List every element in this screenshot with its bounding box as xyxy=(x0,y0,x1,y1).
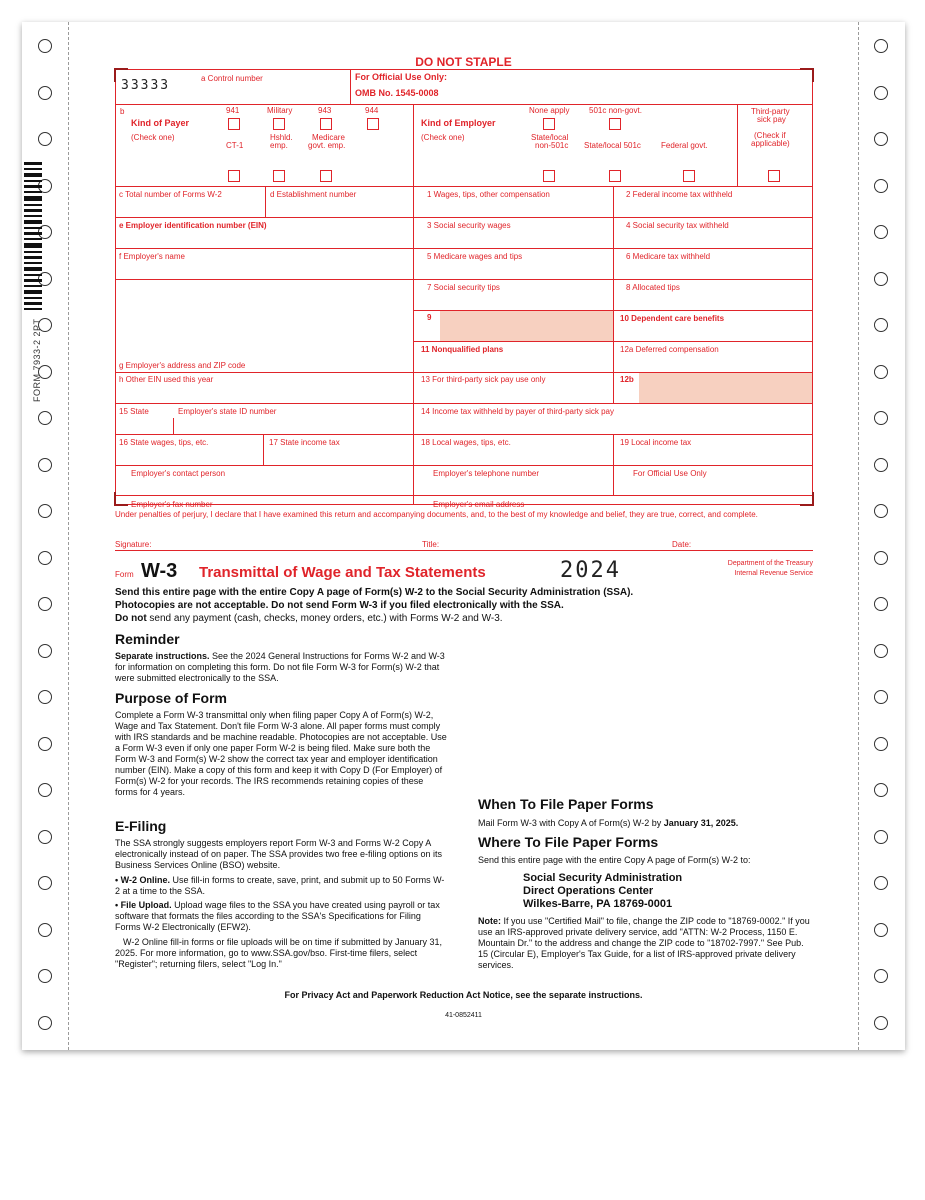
box-a-label: a Control number xyxy=(201,74,263,83)
right-tractor-hole xyxy=(874,132,888,146)
left-tractor-hole xyxy=(38,690,52,704)
reminder-text: Separate instructions. See the 2024 General Instructions for Forms W-2 and W-3 for information on completing this form. Do not file Form W-3 for Form(s) W-2 that were submitted electronically to the SSA. xyxy=(115,651,445,683)
employer-check-one: (Check one) xyxy=(421,133,465,142)
box-b-label: b xyxy=(120,107,125,116)
official-use-label: For Official Use Only: xyxy=(355,72,448,82)
date-label: Date: xyxy=(672,540,692,549)
right-tractor-hole xyxy=(874,39,888,53)
efiling-heading: E-Filing xyxy=(115,818,167,834)
emp-state501-checkbox[interactable] xyxy=(609,170,621,182)
box-17-label: 17 State income tax xyxy=(269,438,340,447)
perjury-statement: Under penalties of perjury, I declare that I have examined this return and accompanying documents, and, to the best of my knowledge and belief, they are true, correct, and complete. xyxy=(115,510,758,519)
left-tractor-hole xyxy=(38,830,52,844)
right-tractor-hole xyxy=(874,551,888,565)
box-h-label: h Other EIN used this year xyxy=(119,375,214,384)
left-tractor-hole xyxy=(38,876,52,890)
signature-line[interactable] xyxy=(115,550,813,551)
payer-ct1-label: CT-1 xyxy=(226,141,244,150)
box-c-label: c Total number of Forms W-2 xyxy=(119,190,222,199)
left-tractor-hole xyxy=(38,411,52,425)
payer-944-label: 944 xyxy=(365,106,379,115)
reminder-heading: Reminder xyxy=(115,631,180,647)
emp-federal-label: Federal govt. xyxy=(661,141,708,150)
box-10-label: 10 Dependent care benefits xyxy=(620,314,725,323)
left-tractor-hole xyxy=(38,597,52,611)
right-tractor-hole xyxy=(874,86,888,100)
barcode-icon xyxy=(24,162,42,312)
payer-hshld-label-2: emp. xyxy=(270,141,288,150)
payer-medicare-label: Medicare xyxy=(312,133,345,142)
box-f-label: f Employer's name xyxy=(119,252,185,261)
right-perforation xyxy=(858,22,859,1050)
right-tractor-hole xyxy=(874,737,888,751)
emp-state-label-2: non-501c xyxy=(535,141,569,150)
right-tractor-hole xyxy=(874,272,888,286)
payer-hshld-label: Hshld. xyxy=(270,133,293,142)
ontime-text: W-2 Online fill-in forms or file uploads will be on time if submitted by January 31, 2025. For more information, go to www.SSA.gov/bso. First-time filers, select "Register"; returning filers, select "Log In." xyxy=(115,937,442,969)
w3-form-sheet xyxy=(22,22,905,1050)
left-perforation xyxy=(68,22,69,1050)
form-title: Transmittal of Wage and Tax Statements xyxy=(199,564,486,581)
box-9-label: 9 xyxy=(427,313,432,322)
address-line-3: Wilkes-Barre, PA 18769-0001 xyxy=(523,898,673,910)
efiling-text: The SSA strongly suggests employers report Form W-3 and Forms W-2 Copy A electronically instead of on paper. The SSA provides two free e-filing options on its Business Services Online (BSO) website. xyxy=(115,838,443,870)
payer-941-label: 941 xyxy=(226,106,240,115)
kind-of-employer-label: Kind of Employer xyxy=(421,118,496,128)
when-heading: When To File Paper Forms xyxy=(478,796,654,812)
email-label: Employer's email address xyxy=(433,500,525,509)
form-stock-number: FORM 7933-2 2PT xyxy=(32,318,42,402)
third-party-check-if: (Check if xyxy=(754,131,786,140)
payer-941-checkbox[interactable] xyxy=(228,118,240,130)
title-label: Title: xyxy=(422,540,440,549)
privacy-notice: For Privacy Act and Paperwork Reduction Act Notice, see the separate instructions. xyxy=(284,990,643,1000)
box-9-shaded xyxy=(440,311,613,341)
box-2-label: 2 Federal income tax withheld xyxy=(626,190,733,199)
right-tractor-hole xyxy=(874,830,888,844)
send-instruction-3: Do not send any payment (cash, checks, money orders, etc.) with Forms W-2 and W-3. xyxy=(115,613,503,624)
box-d-label: d Establishment number xyxy=(270,190,357,199)
emp-federal-checkbox[interactable] xyxy=(683,170,695,182)
left-tractor-hole xyxy=(38,132,52,146)
emp-state-checkbox[interactable] xyxy=(543,170,555,182)
right-tractor-hole xyxy=(874,179,888,193)
w3-box-grid xyxy=(115,69,813,509)
left-tractor-hole xyxy=(38,504,52,518)
box-e-label: e Employer identification number (EIN) xyxy=(119,221,267,230)
emp-none-label: None apply xyxy=(529,106,570,115)
do-not-staple-notice: DO NOT STAPLE xyxy=(415,55,512,69)
box-3-label: 3 Social security wages xyxy=(427,221,511,230)
payer-medicare-checkbox[interactable] xyxy=(320,170,332,182)
third-party-label-2: sick pay xyxy=(757,115,786,124)
where-text: Send this entire page with the entire Copy A page of Form(s) W-2 to: xyxy=(478,855,751,865)
left-tractor-hole xyxy=(38,644,52,658)
payer-943-checkbox[interactable] xyxy=(320,118,332,130)
box-1-label: 1 Wages, tips, other compensation xyxy=(427,190,550,199)
left-tractor-hole xyxy=(38,969,52,983)
right-tractor-hole xyxy=(874,783,888,797)
right-tractor-hole xyxy=(874,690,888,704)
fax-label: Employer's fax number xyxy=(131,500,213,509)
irs-label: Internal Revenue Service xyxy=(734,570,813,577)
box-5-label: 5 Medicare wages and tips xyxy=(427,252,523,261)
payer-military-label: Military xyxy=(267,106,293,115)
send-instruction-2: Photocopies are not acceptable. Do not send Form W-3 if you filed electronically with the SSA. xyxy=(115,600,564,611)
dept-treasury: Department of the Treasury xyxy=(727,560,813,567)
box-15-label: 15 State xyxy=(119,407,149,416)
right-tractor-hole xyxy=(874,876,888,890)
box-18-label: 18 Local wages, tips, etc. xyxy=(421,438,511,447)
telephone-label: Employer's telephone number xyxy=(433,469,540,478)
payer-hshld-checkbox[interactable] xyxy=(273,170,285,182)
third-party-label: Third-party xyxy=(751,107,790,116)
right-tractor-hole xyxy=(874,923,888,937)
right-tractor-hole xyxy=(874,318,888,332)
address-line-1: Social Security Administration xyxy=(523,872,683,884)
file-upload-text: • File Upload. Upload wage files to the SSA you have created using payroll or tax software that formats the files according to the SSA's Specifications for Filing Forms W-2 Electronically (EFW2). xyxy=(115,900,440,932)
box-14-label: 14 Income tax withheld by payer of third-party sick pay xyxy=(421,407,614,416)
emp-state501-label: State/local 501c xyxy=(584,141,641,150)
official-use-only-label: For Official Use Only xyxy=(633,469,707,478)
box-4-label: 4 Social security tax withheld xyxy=(626,221,729,230)
box-7-label: 7 Social security tips xyxy=(427,283,500,292)
payer-medicare-label-2: govt. emp. xyxy=(308,141,346,150)
box-12a-label: 12a Deferred compensation xyxy=(620,345,719,354)
omb-number: OMB No. 1545-0008 xyxy=(355,88,439,98)
payer-943-label: 943 xyxy=(318,106,332,115)
left-tractor-hole xyxy=(38,39,52,53)
form-word: Form xyxy=(115,570,134,579)
box-13-label: 13 For third-party sick pay use only xyxy=(421,375,546,384)
control-number-field[interactable] xyxy=(117,71,347,102)
right-tractor-hole xyxy=(874,458,888,472)
box-g-label: g Employer's address and ZIP code xyxy=(119,361,246,370)
right-tractor-hole xyxy=(874,969,888,983)
box-6-label: 6 Medicare tax withheld xyxy=(626,252,711,261)
box-15-state-id-label: Employer's state ID number xyxy=(178,407,277,416)
right-tractor-hole xyxy=(874,644,888,658)
right-tractor-hole xyxy=(874,411,888,425)
box-12b-label: 12b xyxy=(620,375,634,384)
address-line-2: Direct Operations Center xyxy=(523,885,654,897)
when-text: Mail Form W-3 with Copy A of Form(s) W-2 by January 31, 2025. xyxy=(478,818,739,828)
box-8-label: 8 Allocated tips xyxy=(626,283,680,292)
tax-year: 2024 xyxy=(560,558,621,583)
left-tractor-hole xyxy=(38,551,52,565)
payer-check-one: (Check one) xyxy=(131,133,175,142)
kind-of-payer-label: Kind of Payer xyxy=(131,118,190,128)
third-party-checkbox[interactable] xyxy=(768,170,780,182)
left-tractor-hole xyxy=(38,86,52,100)
right-tractor-hole xyxy=(874,225,888,239)
box-12b-shaded xyxy=(639,373,812,403)
where-heading: Where To File Paper Forms xyxy=(478,834,659,850)
payer-military-checkbox[interactable] xyxy=(273,118,285,130)
box-16-label: 16 State wages, tips, etc. xyxy=(119,438,209,447)
catalog-number: 41-0852411 xyxy=(445,1012,482,1019)
emp-501c-checkbox[interactable] xyxy=(609,118,621,130)
purpose-heading: Purpose of Form xyxy=(115,690,228,706)
emp-state-label: State/local xyxy=(531,133,569,142)
control-number-value: 33333 xyxy=(121,78,171,93)
w2-online-text: • W-2 Online. Use fill-in forms to create, save, print, and submit up to 50 Forms W-2 at a time to the SSA. xyxy=(115,875,445,896)
contact-person-label: Employer's contact person xyxy=(131,469,226,478)
note-text: Note: If you use "Certified Mail" to file, change the ZIP code to "18769-0002." If you use an IRS-approved private delivery service, add "ATTN: W-2 Process, 1150 E. Mountain Dr." to the address and change the ZIP code to "18702-7997." See Pub. 15 (Circular E), Employer's Tax Guide, for a list of IRS-approved private delivery services. xyxy=(478,916,810,970)
signature-label: Signature: xyxy=(115,540,152,549)
purpose-text: Complete a Form W-3 transmittal only when filing paper Copy A of Form(s) W-2, Wage and Tax Statement. Don't file Form W-3 alone. All paper forms must comply with IRS standards and be machine readable. Photocopies are not acceptable. Use a Form W-3 even if only one paper Form W-2 is being filed. Make sure both the Form W-3 and Form(s) W-2 show the correct tax year and employer identification number (EIN). Make a copy of this form and keep it with Copy D (For Employer) of Form(s) W-2 for your records. The IRS recommends retaining copies of these forms for 4 years. xyxy=(115,710,447,797)
payer-944-checkbox[interactable] xyxy=(367,118,379,130)
right-tractor-hole xyxy=(874,365,888,379)
payer-ct1-checkbox[interactable] xyxy=(228,170,240,182)
emp-501c-label: 501c non-govt. xyxy=(589,106,642,115)
box-19-label: 19 Local income tax xyxy=(620,438,692,447)
send-instruction-1: Send this entire page with the entire Copy A page of Form(s) W-2 to the Social Security Administration (SSA). xyxy=(115,587,634,598)
third-party-applicable: applicable) xyxy=(751,139,790,148)
left-tractor-hole xyxy=(38,923,52,937)
emp-none-checkbox[interactable] xyxy=(543,118,555,130)
left-tractor-hole xyxy=(38,783,52,797)
form-name: W-3 xyxy=(141,560,178,582)
right-tractor-hole xyxy=(874,504,888,518)
right-tractor-hole xyxy=(874,597,888,611)
left-tractor-hole xyxy=(38,737,52,751)
box-11-label: 11 Nonqualified plans xyxy=(421,345,504,354)
left-tractor-hole xyxy=(38,458,52,472)
